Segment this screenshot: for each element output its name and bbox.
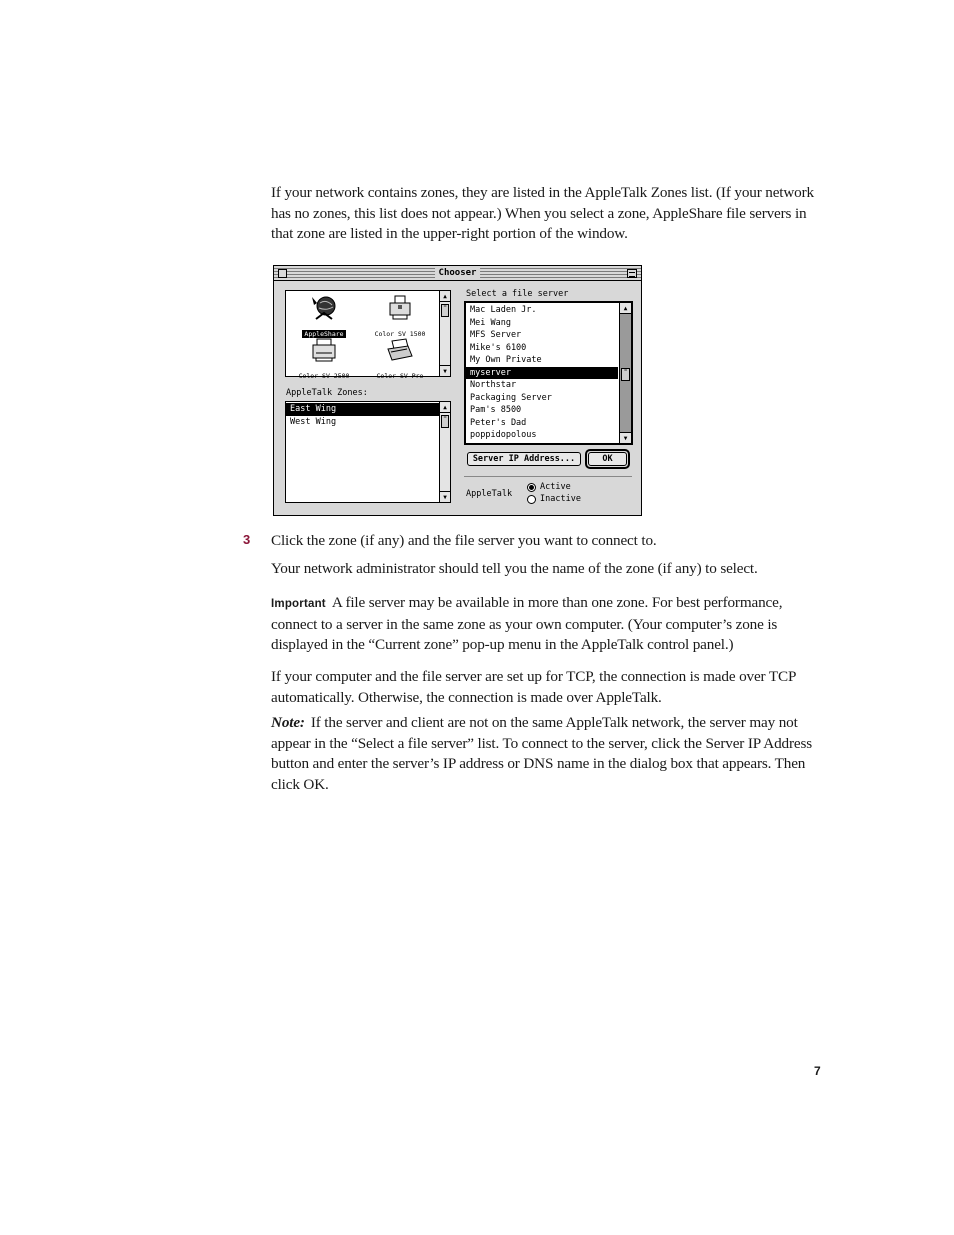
chooser-window xyxy=(273,265,642,516)
zoom-box-icon[interactable] xyxy=(627,269,637,278)
tcp-paragraph: If your computer and the file server are set up for TCP, the connection is made over TCP automatically. Otherwise, the connection is made over AppleTalk. xyxy=(271,668,796,706)
server-list xyxy=(464,301,633,445)
server-scrollbar[interactable] xyxy=(619,303,631,443)
note-paragraph xyxy=(271,713,827,795)
ok-button[interactable]: OK xyxy=(588,452,627,466)
server-item[interactable]: MFS Server xyxy=(470,330,522,340)
admin-paragraph: Your network administrator should tell you the name of the zone (if any) to select. xyxy=(271,560,758,577)
scroll-down-arrow-icon[interactable]: ▼ xyxy=(440,491,450,502)
note-label: Note: xyxy=(271,714,305,731)
scroll-up-arrow-icon[interactable]: ▲ xyxy=(440,402,450,413)
server-item[interactable]: Mac Laden Jr. xyxy=(470,305,537,315)
important-label: Important xyxy=(271,598,326,610)
zones-scrollbar[interactable] xyxy=(439,402,450,502)
device-label: Color SV 2500 xyxy=(298,372,350,380)
server-item-selected[interactable]: myserver xyxy=(466,367,618,380)
device-scrollbar[interactable] xyxy=(439,291,450,376)
divider xyxy=(464,476,632,477)
scroll-thumb[interactable]: ≡ xyxy=(441,415,449,428)
chooser-title-bar[interactable] xyxy=(274,266,641,281)
printer-icon xyxy=(310,337,338,363)
important-text: A file server may be available in more than one zone. For best performance, connect to a server in the same zone as your own computer. (Your computer’s zone is displayed in the “Current zone” pop-up menu in the AppleTalk control panel.) xyxy=(271,594,783,653)
page-number: 7 xyxy=(814,1064,821,1078)
important-paragraph xyxy=(271,593,827,656)
zones-label: AppleTalk Zones: xyxy=(286,388,368,398)
server-item[interactable]: poppidopolous xyxy=(470,430,537,440)
step-text: Click the zone (if any) and the file server you want to connect to. xyxy=(271,532,657,549)
device-color-sv-2500[interactable] xyxy=(288,337,360,382)
scroll-down-arrow-icon[interactable]: ▼ xyxy=(440,365,450,376)
intro-paragraph: If your network contains zones, they are listed in the AppleTalk Zones list. (If your network has no zones, this list does not appear.) When you select a zone, AppleShare file servers in that zone are listed in the upper-right portion of the window. xyxy=(271,184,814,242)
server-list-label: Select a file server xyxy=(466,289,569,299)
scroll-up-arrow-icon[interactable]: ▲ xyxy=(440,291,450,302)
device-icon-pane xyxy=(285,290,451,380)
zones-list xyxy=(285,401,451,503)
appletalk-inactive-label: Inactive xyxy=(540,494,581,504)
chooser-title: Chooser xyxy=(435,267,481,279)
appleshare-icon xyxy=(310,295,338,321)
server-ip-address-button[interactable]: Server IP Address... xyxy=(467,452,581,466)
scroll-down-arrow-icon[interactable]: ▼ xyxy=(620,432,631,443)
server-item[interactable]: Peter's Dad xyxy=(470,417,527,428)
server-item[interactable]: Pam's 8500 xyxy=(470,405,522,415)
server-item[interactable]: My Own Private xyxy=(470,355,542,365)
device-label: Color SV 1500 xyxy=(374,330,426,338)
printer-icon xyxy=(386,295,414,321)
zone-item-west-wing[interactable]: West Wing xyxy=(290,416,337,427)
printer-icon xyxy=(386,337,414,363)
scroll-up-arrow-icon[interactable]: ▲ xyxy=(620,303,631,314)
server-item[interactable]: Mei Wang xyxy=(470,317,511,328)
server-item[interactable]: Northstar xyxy=(470,380,517,390)
appletalk-active-radio[interactable] xyxy=(527,483,536,492)
device-color-sv-pro[interactable] xyxy=(364,337,436,382)
server-item[interactable]: Mike's 6100 xyxy=(470,342,527,353)
device-appleshare[interactable] xyxy=(288,295,360,340)
close-box-icon[interactable] xyxy=(278,269,287,278)
appletalk-label: AppleTalk xyxy=(466,489,513,499)
note-text: If the server and client are not on the same AppleTalk network, the server may not appear in the “Select a file server” list. To connect to the server, click the Server IP Address button and enter the server’s IP address or DNS name in the dialog box that appears. Then click OK. xyxy=(271,714,813,793)
appletalk-active-label: Active xyxy=(540,482,571,492)
scroll-thumb[interactable]: ≡ xyxy=(621,368,630,381)
server-item[interactable]: Packaging Server xyxy=(470,392,552,403)
scroll-thumb[interactable]: ≡ xyxy=(441,304,449,317)
zone-item-east-wing[interactable]: East Wing xyxy=(286,403,439,416)
device-color-sv-1500[interactable] xyxy=(364,295,436,340)
device-label: AppleShare xyxy=(304,330,344,338)
step-number: 3 xyxy=(243,532,251,547)
device-label: Color SV Pro xyxy=(376,372,424,380)
appletalk-inactive-radio[interactable] xyxy=(527,495,536,504)
